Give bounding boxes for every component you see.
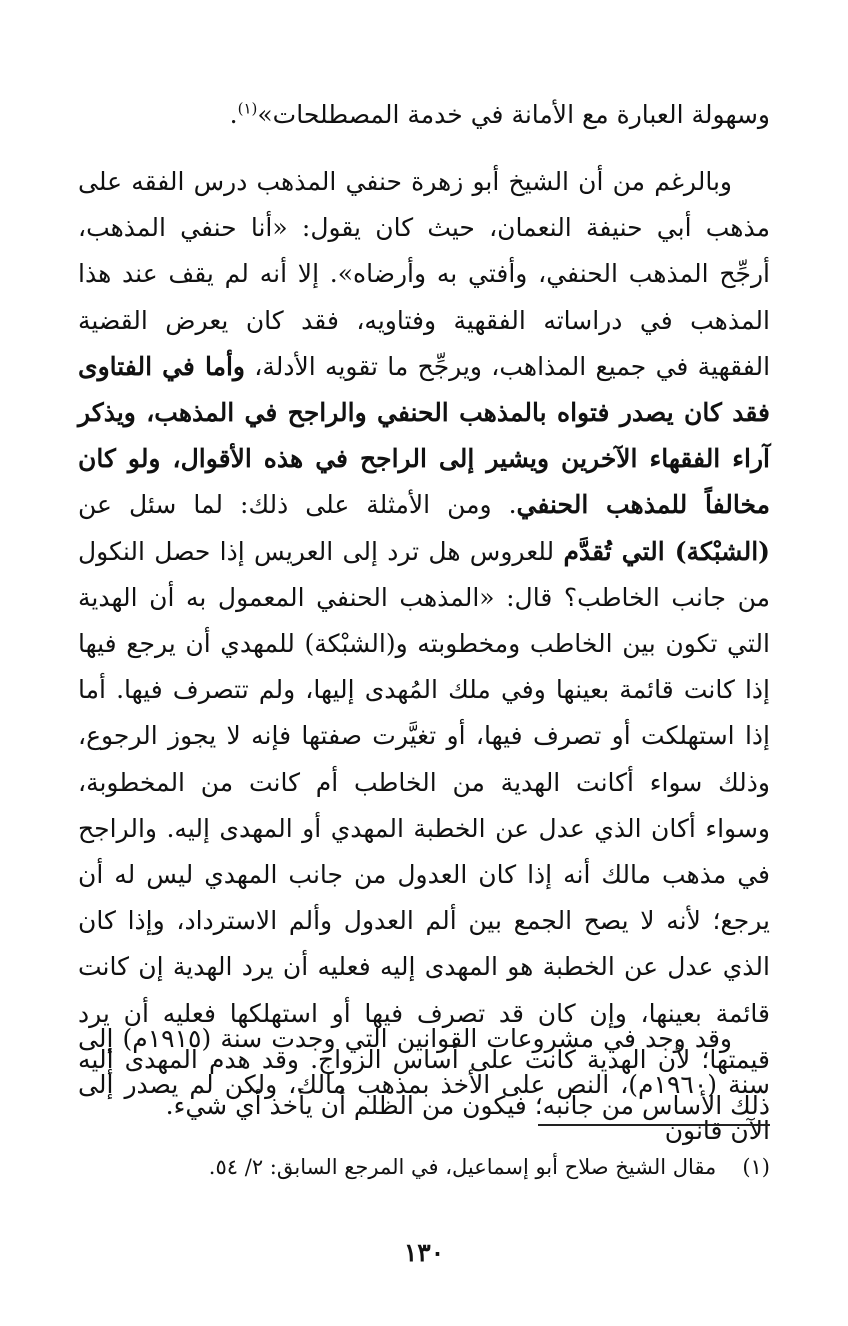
main-paragraph-part-3: . ومن الأمثلة على ذلك: لما سئل عن	[78, 490, 517, 520]
opening-line	[78, 92, 770, 138]
opening-line-tail: .	[229, 100, 238, 129]
footnote-text: مقال الشيخ صلاح أبو إسماعيل، في المرجع السابق: ٢/ ٥٤.	[208, 1155, 717, 1179]
footnote-reference[interactable]: (١)	[237, 99, 258, 118]
book-page	[78, 0, 770, 1326]
footnote	[78, 1150, 770, 1184]
page-number: ١٣٠	[403, 1238, 445, 1267]
opening-line-text: وسهولة العبارة مع الأمانة في خدمة المصطلحات»	[257, 100, 770, 129]
main-paragraph-bold-2: (الشبْكة) التي تُقدَّم	[563, 536, 770, 566]
footnote-divider	[538, 1124, 770, 1126]
main-paragraph-bold-1: وأما في الفتاوى فقد كان يصدر فتواه بالمذهب الحنفي والراجح في المذهب، ويذكر آراء الفقهاء الآخرين ويشير إلى الراجح في هذه الأقوال، ولو كان مخالفاً للمذهب الحنفي	[78, 351, 770, 520]
footnote-mark: (١)	[742, 1155, 770, 1179]
last-paragraph: وقد وجد في مشروعات القوانين التي وجدت سنة (١٩١٥م) إلى سنة (١٩٦٠م)، النص على الأخذ بمذهب مالك، ولكن لم يصدر إلى الآن قانون	[78, 1024, 770, 1146]
main-paragraph-part-5: للعروس هل ترد إلى العريس إذا حصل النكول من جانب الخاطب؟ قال: «المذهب الحنفي المعمول به أن الهدية التي تكون بين الخاطب ومخطوبته و(الشبْكة) للمهدي أن يرجع فيها إذا كانت قائمة بعينها وفي ملك المُهدى إليها، ولم تتصرف فيها. أما إذا استهلكت أو تصرف فيها، أو تغيَّرت صفتها فإنه لا يجوز الرجوع، وذلك سواء أكانت الهدية من الخاطب أم كانت من المخطوبة، وسواء أكان الذي عدل عن الخطبة المهدي أو المهدى إليه. والراجح في مذهب مالك أنه إذا كان العدول من جانب المهدي ليس له أن يرجع؛ لأنه لا يصح الجمع بين ألم العدول وألم الاسترداد، وإذا كان الذي عدل عن الخطبة هو المهدى إليه فعليه أن يرد الهدية إن كانت قائمة بعينها، وإن كان قد تصرف فيها أو استهلكها فعليه أن يرد قيمتها؛ لأن الهدية كانت على أساس الزواج. وقد هدم المهدى إليه ذلك الأساس من جانبه؛ فيكون من الظلم أن يأخذ أي شيء.	[78, 536, 770, 1121]
main-paragraph-part-1: وبالرغم من أن الشيخ أبو زهرة حنفي المذهب درس الفقه على مذهب أبي حنيفة النعمان، حيث كان يقول: «أنا حنفي المذهب، أرجِّح المذهب الحنفي، وأفتي به وأرضاه». إلا أنه لم يقف عند هذا المذهب في دراساته الفقهية وفتاويه، فقد كان يعرض القضية الفقهية في جميع المذاهب، ويرجِّح ما تقويه الأدلة،	[78, 167, 771, 381]
main-paragraph	[78, 159, 770, 1129]
